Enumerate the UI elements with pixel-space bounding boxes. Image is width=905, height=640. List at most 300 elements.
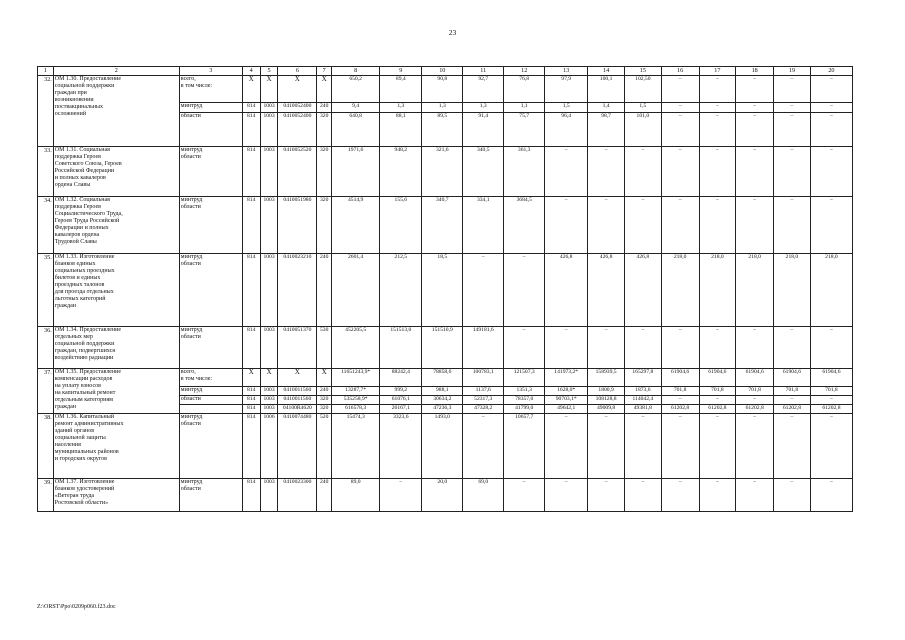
value-cell: 89,4 — [380, 76, 422, 103]
value-cell: – — [661, 147, 699, 197]
value-cell: – — [588, 414, 625, 479]
column-header: 1 — [38, 67, 54, 76]
value-cell: – — [774, 103, 811, 113]
value-cell: 1,3 — [463, 103, 504, 113]
row-number: 36. — [38, 327, 54, 369]
value-cell: 3323,6 — [380, 414, 422, 479]
value-cell: Х — [278, 369, 317, 387]
value-cell: 0410051980 — [278, 197, 317, 254]
value-cell: 701,8 — [736, 387, 774, 396]
value-cell: 814 — [242, 396, 260, 405]
value-cell: – — [736, 76, 774, 103]
file-path-footer: Z:\ORST\Ppo\0209p060.f23.doc — [37, 604, 116, 610]
value-cell: 61904,6 — [736, 369, 774, 387]
column-header: 12 — [504, 67, 545, 76]
value-cell: 240 — [317, 387, 332, 396]
value-cell: – — [699, 414, 736, 479]
value-cell: 61904,6 — [774, 369, 811, 387]
value-cell: – — [588, 197, 625, 254]
value-cell: 0410052520 — [278, 147, 317, 197]
value-cell: 75,7 — [504, 113, 545, 147]
table-row — [38, 103, 853, 113]
value-cell: – — [504, 254, 545, 327]
column-header: 5 — [260, 67, 278, 76]
value-cell: – — [699, 479, 736, 512]
executor-cell: минтруд области — [179, 479, 242, 512]
value-cell: 1,1 — [504, 103, 545, 113]
value-cell: 340,5 — [463, 147, 504, 197]
executor-cell: области — [179, 396, 242, 405]
value-cell: – — [699, 147, 736, 197]
table-row — [38, 405, 853, 414]
column-header: 3 — [179, 67, 242, 76]
measure-name — [53, 369, 179, 410]
value-cell: – — [661, 479, 699, 512]
value-cell: 76,8 — [504, 76, 545, 103]
value-cell: 3684,5 — [504, 197, 545, 254]
value-cell: 52317,3 — [463, 396, 504, 405]
value-cell: 530 — [317, 327, 332, 369]
value-cell: 61904,6 — [661, 369, 699, 387]
value-cell: – — [463, 254, 504, 327]
value-cell: 49381,8 — [624, 405, 661, 414]
column-header: 17 — [699, 67, 736, 76]
value-cell: 1873,6 — [624, 387, 661, 396]
value-cell: 114042,4 — [624, 396, 661, 405]
measure-name — [53, 327, 179, 369]
column-header: 18 — [736, 67, 774, 76]
value-cell: – — [624, 414, 661, 479]
value-cell: – — [624, 197, 661, 254]
value-cell: 91,4 — [463, 113, 504, 147]
column-header: 8 — [332, 67, 380, 76]
value-cell: 165297,8 — [624, 369, 661, 387]
measure-name — [53, 479, 179, 512]
column-header: 13 — [545, 67, 588, 76]
value-cell: 1493,0 — [422, 414, 463, 479]
table-row — [38, 479, 853, 512]
value-cell: 10657,7 — [504, 414, 545, 479]
value-cell: – — [810, 479, 852, 512]
value-cell: 426,8 — [624, 254, 661, 327]
value-cell: – — [699, 113, 736, 147]
value-cell: – — [545, 197, 588, 254]
value-cell: – — [545, 327, 588, 369]
value-cell: 701,8 — [774, 387, 811, 396]
value-cell: – — [661, 103, 699, 113]
value-cell: 0410011560 — [278, 396, 317, 405]
value-cell: – — [810, 147, 852, 197]
column-header: 7 — [317, 67, 332, 76]
value-cell: – — [624, 327, 661, 369]
measure-name-text: ОМ 1.35. Предоставление компенсации расходов на уплату взносов на капитальный ремонт отдельным категориям граждан — [54, 369, 122, 410]
value-cell: 1971,6 — [332, 147, 380, 197]
value-cell: 520 — [317, 414, 332, 479]
value-cell: 535258,9* — [332, 396, 380, 405]
value-cell: 240 — [317, 479, 332, 512]
value-cell: 0410051370 — [278, 327, 317, 369]
value-cell: 640,8 — [332, 113, 380, 147]
value-cell: 814 — [242, 327, 260, 369]
value-cell: 149181,6 — [463, 327, 504, 369]
column-header: 19 — [774, 67, 811, 76]
value-cell: 61202,8 — [661, 405, 699, 414]
table-row — [38, 369, 853, 387]
value-cell: 88,1 — [380, 113, 422, 147]
value-cell: – — [736, 103, 774, 113]
value-cell: 15474,3 — [332, 414, 380, 479]
measure-name-text: ОМ 1.32. Социальная поддержка Героев Социалистического Труда, Героев Труда Российской Федерации и полных кавалеров ордена Трудовой Славы — [54, 197, 123, 245]
value-cell: 0410023210 — [278, 254, 317, 327]
value-cell: 89,5 — [422, 113, 463, 147]
table-row — [38, 387, 853, 396]
value-cell: 61076,1 — [380, 396, 422, 405]
value-cell: – — [810, 327, 852, 369]
value-cell: 04100R4620 — [278, 405, 317, 414]
value-cell: – — [661, 76, 699, 103]
value-cell: 218,0 — [699, 254, 736, 327]
column-header: 9 — [380, 67, 422, 76]
value-cell: – — [810, 103, 852, 113]
value-cell: 1003 — [260, 327, 278, 369]
value-cell: 26167,1 — [380, 405, 422, 414]
value-cell: 155,6 — [380, 197, 422, 254]
value-cell: – — [588, 147, 625, 197]
value-cell: 988,1 — [422, 387, 463, 396]
value-cell: – — [810, 197, 852, 254]
value-cell: – — [774, 396, 811, 405]
value-cell: 88242,4 — [380, 369, 422, 387]
value-cell: 218,0 — [774, 254, 811, 327]
value-cell: 452205,5 — [332, 327, 380, 369]
measure-name-text: ОМ 1.33. Изготовление бланков единых социальных проездных билетов и единых проездных талонов для проезда отдельных льготных категорий граждан — [54, 254, 115, 309]
executor-cell: всего, в том числе: — [179, 76, 242, 103]
row-number: 35. — [38, 254, 54, 327]
value-cell: 0410023300 — [278, 479, 317, 512]
value-cell: 61202,8 — [810, 405, 852, 414]
value-cell: Х — [317, 76, 332, 103]
value-cell: 1003 — [260, 387, 278, 396]
value-cell: – — [624, 479, 661, 512]
row-number: 32. — [38, 76, 54, 103]
value-cell: – — [774, 76, 811, 103]
value-cell: 11651243,9* — [332, 369, 380, 387]
value-cell: 814 — [242, 387, 260, 396]
value-cell: 814 — [242, 414, 260, 479]
executor-cell: минтруд области — [179, 147, 242, 197]
page-number: 23 — [448, 28, 457, 37]
table-row — [38, 327, 853, 369]
value-cell: 1,5 — [624, 103, 661, 113]
value-cell: 1003 — [260, 147, 278, 197]
value-cell: 1,3 — [422, 103, 463, 113]
value-cell: – — [736, 396, 774, 405]
value-cell: 1006 — [260, 414, 278, 479]
value-cell: Х — [317, 369, 332, 387]
column-header: 4 — [242, 67, 260, 76]
table-row — [38, 197, 853, 254]
value-cell: 69,0 — [463, 479, 504, 512]
value-cell: 30634,2 — [422, 396, 463, 405]
value-cell: 814 — [242, 103, 260, 113]
value-cell: – — [699, 327, 736, 369]
value-cell: 18,5 — [422, 254, 463, 327]
value-cell: – — [624, 147, 661, 197]
value-cell: 0410011560 — [278, 387, 317, 396]
value-cell: 78858,6 — [422, 369, 463, 387]
table-row — [38, 414, 853, 479]
value-cell: 218,0 — [810, 254, 852, 327]
value-cell: 426,8 — [545, 254, 588, 327]
value-cell: – — [661, 327, 699, 369]
executor-cell: всего, в том числе: — [179, 369, 242, 387]
value-cell: 108128,8 — [588, 396, 625, 405]
value-cell: 426,8 — [588, 254, 625, 327]
value-cell: 0410052400 — [278, 113, 317, 147]
value-cell: 1003 — [260, 197, 278, 254]
value-cell: 814 — [242, 113, 260, 147]
executor-cell: минтруд — [179, 387, 242, 396]
value-cell: 1800,9 — [588, 387, 625, 396]
table-row — [38, 147, 853, 197]
value-cell: 49642,1 — [545, 405, 588, 414]
value-cell: 13287,7* — [332, 387, 380, 396]
value-cell: 1137,6 — [463, 387, 504, 396]
value-cell: – — [588, 327, 625, 369]
value-cell: – — [661, 113, 699, 147]
value-cell: – — [736, 327, 774, 369]
value-cell: 9,4 — [332, 103, 380, 113]
executor-cell: области — [179, 113, 242, 147]
value-cell: – — [588, 479, 625, 512]
row-number: 33. — [38, 147, 54, 197]
value-cell: 2601,4 — [332, 254, 380, 327]
value-cell: – — [699, 197, 736, 254]
value-cell: 0410074480 — [278, 414, 317, 479]
value-cell: – — [699, 76, 736, 103]
value-cell: – — [545, 147, 588, 197]
value-cell: 61904,6 — [810, 369, 852, 387]
value-cell: – — [661, 396, 699, 405]
value-cell: 61202,8 — [736, 405, 774, 414]
value-cell: 158939,5 — [588, 369, 625, 387]
value-cell: 20,0 — [422, 479, 463, 512]
value-cell: 814 — [242, 147, 260, 197]
value-cell: – — [774, 479, 811, 512]
value-cell: Х — [278, 76, 317, 103]
value-cell: – — [736, 113, 774, 147]
value-cell: 320 — [317, 405, 332, 414]
value-cell: 320 — [317, 396, 332, 405]
value-cell: – — [774, 327, 811, 369]
value-cell: 240 — [317, 254, 332, 327]
value-cell: – — [504, 479, 545, 512]
value-cell: – — [699, 396, 736, 405]
value-cell: 0410052400 — [278, 103, 317, 113]
value-cell: 61904,6 — [699, 369, 736, 387]
row-number — [38, 396, 54, 405]
column-header: 2 — [53, 67, 179, 76]
value-cell: 1,4 — [588, 103, 625, 113]
value-cell: 1003 — [260, 479, 278, 512]
column-header: 11 — [463, 67, 504, 76]
value-cell: 92,7 — [463, 76, 504, 103]
executor-cell: минтруд области — [179, 197, 242, 254]
table-row — [38, 254, 853, 327]
value-cell: 701,8 — [661, 387, 699, 396]
value-cell: 61202,8 — [699, 405, 736, 414]
value-cell: – — [504, 327, 545, 369]
table-row — [38, 113, 853, 147]
measure-name — [53, 414, 179, 479]
column-header: 15 — [624, 67, 661, 76]
value-cell: – — [774, 414, 811, 479]
value-cell: 121507,3 — [504, 369, 545, 387]
value-cell: 361,3 — [504, 147, 545, 197]
value-cell: 141973,2* — [545, 369, 588, 387]
value-cell: – — [774, 197, 811, 254]
measure-name-text: ОМ 1.30. Предоставление социальной поддержки граждан при возникновении поствакцинальных осложнений — [54, 76, 122, 117]
value-cell: 98,7 — [588, 113, 625, 147]
value-cell: – — [463, 414, 504, 479]
row-number: 37. — [38, 369, 54, 387]
row-number: 34. — [38, 197, 54, 254]
value-cell: 96,4 — [545, 113, 588, 147]
value-cell: – — [380, 479, 422, 512]
value-cell: 61202,8 — [774, 405, 811, 414]
value-cell: – — [661, 197, 699, 254]
measure-name — [53, 147, 179, 197]
column-header: 10 — [422, 67, 463, 76]
row-number — [38, 103, 54, 113]
value-cell: – — [736, 197, 774, 254]
value-cell: – — [736, 479, 774, 512]
value-cell: 78357,0 — [504, 396, 545, 405]
column-header: 16 — [661, 67, 699, 76]
value-cell: 1,5 — [545, 103, 588, 113]
executor-cell: минтруд области — [179, 327, 242, 369]
value-cell: Х — [260, 76, 278, 103]
value-cell: 320 — [317, 147, 332, 197]
value-cell: – — [661, 414, 699, 479]
value-cell: 90,8 — [422, 76, 463, 103]
value-cell: 334,1 — [463, 197, 504, 254]
value-cell: 321,6 — [422, 147, 463, 197]
value-cell: 814 — [242, 405, 260, 414]
row-number: 38. — [38, 414, 54, 479]
column-header: 14 — [588, 67, 625, 76]
table-row — [38, 76, 853, 103]
value-cell: – — [774, 147, 811, 197]
value-cell: 49009,8 — [588, 405, 625, 414]
value-cell: 1003 — [260, 113, 278, 147]
value-cell: 1003 — [260, 396, 278, 405]
table-row — [38, 396, 853, 405]
value-cell: 814 — [242, 197, 260, 254]
value-cell: – — [774, 113, 811, 147]
value-cell: 151513,0 — [380, 327, 422, 369]
value-cell: 47328,2 — [463, 405, 504, 414]
executor-cell: минтруд — [179, 103, 242, 113]
measure-name — [53, 76, 179, 117]
value-cell: 814 — [242, 254, 260, 327]
value-cell: 212,5 — [380, 254, 422, 327]
value-cell: 151510,9 — [422, 327, 463, 369]
value-cell: 320 — [317, 113, 332, 147]
measure-name-text: ОМ 1.36. Капитальный ремонт административных зданий органов социальной защиты населения муниципальных районов и городских округов — [54, 414, 124, 462]
value-cell: 701,8 — [699, 387, 736, 396]
value-cell: 100783,1 — [463, 369, 504, 387]
value-cell: 89,0 — [332, 479, 380, 512]
value-cell: 701,8 — [810, 387, 852, 396]
value-cell: Х — [260, 369, 278, 387]
measure-name-text: ОМ 1.31. Социальная поддержка Героев Советского Союза, Героев Российской Федерации и полных кавалеров ордена Славы — [54, 147, 122, 188]
value-cell: 218,0 — [736, 254, 774, 327]
value-cell: 616578,3 — [332, 405, 380, 414]
value-cell: 1628,0* — [545, 387, 588, 396]
value-cell: 102,50 — [624, 76, 661, 103]
executor-cell — [179, 405, 242, 414]
measure-name — [53, 254, 179, 327]
value-cell: 4514,9 — [332, 197, 380, 254]
measure-name-text: ОМ 1.37. Изготовление бланков удостоверений «Ветеран труда Ростовской области» — [54, 479, 115, 506]
value-cell: Х — [242, 369, 260, 387]
value-cell: 1003 — [260, 254, 278, 327]
executor-cell: минтруд области — [179, 414, 242, 479]
row-number: 39. — [38, 479, 54, 512]
value-cell: – — [810, 414, 852, 479]
header-row — [38, 67, 853, 76]
value-cell: 1,3 — [380, 103, 422, 113]
value-cell: 240 — [317, 103, 332, 113]
value-cell: 1351,3 — [504, 387, 545, 396]
value-cell: 1003 — [260, 405, 278, 414]
value-cell: 47236,3 — [422, 405, 463, 414]
row-number — [38, 113, 54, 147]
value-cell: – — [699, 103, 736, 113]
value-cell: 90703,1* — [545, 396, 588, 405]
executor-cell: минтруд области — [179, 254, 242, 327]
value-cell: – — [545, 414, 588, 479]
value-cell: Х — [242, 76, 260, 103]
value-cell: 999,2 — [380, 387, 422, 396]
row-number — [38, 405, 54, 414]
value-cell: 948,2 — [380, 147, 422, 197]
measure-name — [53, 197, 179, 254]
value-cell: 650,2 — [332, 76, 380, 103]
value-cell: 41799,0 — [504, 405, 545, 414]
measure-name-text: ОМ 1.34. Предоставление отдельных мер социальной поддержки граждан, подвергшихся воздействию радиации — [54, 327, 122, 361]
value-cell: 100,1 — [588, 76, 625, 103]
value-cell: – — [810, 113, 852, 147]
value-cell: 1003 — [260, 103, 278, 113]
value-cell: – — [545, 479, 588, 512]
value-cell: 218,0 — [661, 254, 699, 327]
value-cell: 340,7 — [422, 197, 463, 254]
column-header: 6 — [278, 67, 317, 76]
value-cell: – — [736, 414, 774, 479]
value-cell: 101,0 — [624, 113, 661, 147]
value-cell: 814 — [242, 479, 260, 512]
value-cell: – — [736, 147, 774, 197]
value-cell: 320 — [317, 197, 332, 254]
value-cell: 97,9 — [545, 76, 588, 103]
row-number — [38, 387, 54, 396]
value-cell: – — [810, 396, 852, 405]
value-cell: – — [810, 76, 852, 103]
budget-table — [37, 66, 853, 512]
column-header: 20 — [810, 67, 852, 76]
